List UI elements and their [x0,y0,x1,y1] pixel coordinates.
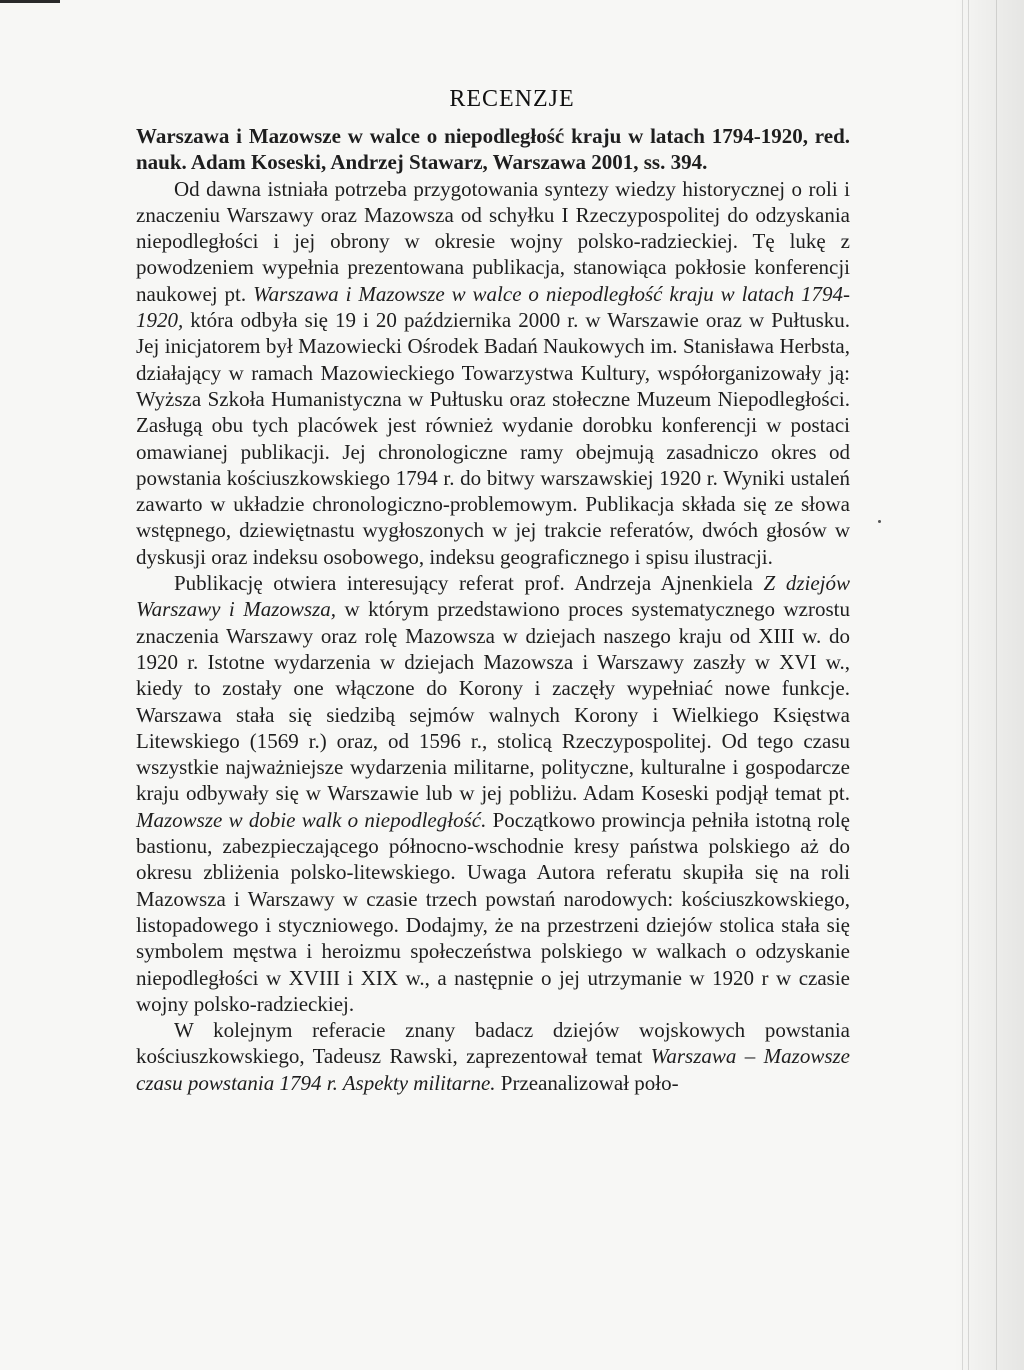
stray-mark [878,520,881,523]
edge-line [996,0,997,1370]
running-header: RECENZJE [449,86,575,112]
text-run: Od dawna istniała potrzeba przygotowania syntezy wiedzy historycznej o roli i znaczeniu Warszawy oraz Mazowsza od schyłku I Rzeczypospolitej do odzyskania niepodległości i jej obrony w okresie wojny polsko-radzieckiej. Tę lukę z powodzeniem wypełnia prezentowana publikacja, stanowiąca pokłosie konferencji naukowej pt. [136,176,850,306]
text-run: W kolejnym referacie znany badacz dziejów wojskowych powstania kościuszkowskiego, Tadeusz Rawski, zaprezentował temat [136,1018,850,1069]
page-edge-mark [0,0,60,13]
edge-line [968,0,969,1370]
paragraph-1 [136,176,850,570]
text-run: Przeanalizował poło- [495,1070,679,1095]
italic-book-title: Warszawa i Mazowsze w walce o niepodległość kraju w latach 1794-1920, [136,281,850,333]
paragraph-3 [136,1017,850,1096]
text-run: która odbyła się 19 i 20 października 2000 r. w Warszawie oraz w Pułtusku. Jej inicjatorem był Mazowiecki Ośrodek Badań Naukowych im. Stanisława Herbsta, działający w ramach Mazowieckiego Towarzystwa Kultury, współorganizowały ją: Wyższa Szkoła Humanistyczna w Pułtusku oraz stołeczne Muzeum Niepodległości. Zasługą obu tych placówek jest również wydanie dorobku konferencji w postaci omawianej publikacji. Jej chronologiczne ramy obejmują zasadniczo okres od powstania kościuszkowskiego 1794 r. do bitwy warszawskiej 1920 r. Wyniki ustaleń zawarto w układzie chronologiczno-problemowym. Publikacja składa się ze słowa wstępnego, dziewiętnastu wygłoszonych w jej trakcie referatów, dwóch głosów w dyskusji oraz indeksu osobowego, indeksu geograficznego i spisu ilustracji. [136,308,850,569]
italic-paper-title: Z dziejów Warszawy i Mazowsza, [136,571,850,622]
text-run: w którym przedstawiono proces systematycznego wzrostu znaczenia Warszawy oraz rolę Mazowsza w dziejach naszego kraju od XIII w. do 1920 r. Istotne wydarzenia w dziejach Mazowsza i Warszawy zaszły w XVI w., kiedy to zostały one włączone do Korony i zaczęły wypełniać nowe funkcje. Warszawa stała się siedzibą sejmów walnych Korony i Wielkiego Księstwa Litewskiego (1569 r.) oraz, od 1596 r., stolicą Rzeczypospolitej. Od tego czasu wszystkie najważniejsze wydarzenia militarne, polityczne, kulturalne i gospodarcze kraju odbywały się w Warszawie lub w jej pobliżu. Adam Koseski podjął temat pt. [136,597,850,806]
italic-paper-title: Warszawa – Mazowsze czasu powstania 1794 r. Aspekty militarne. [136,1044,850,1095]
text-run: Początkowo prowincja pełniła istotną rolę bastionu, zabezpieczającego północno-wschodnie kresy państwa polskiego aż do okresu zbliżenia polsko-litewskiego. Uwaga Autora referatu skupiła się na roli Mazowsza i Warszawy w czasie trzech powstań narodowych: kościuszkowskiego, listopadowego i styczniowego. Dodajmy, że na przestrzeni dziejów stolica stała się symbolem męstwa i heroizmu społeczeństwa polskiego w walkach o odzyskanie niepodległości w XVIII i XIX w., a następnie o jej utrzymanie w 1920 r w czasie wojny polsko-radzieckiej. [136,807,850,1016]
text-run: Publikację otwiera interesujący referat prof. Andrzeja Ajnenkiela [174,571,764,596]
review-article [136,123,850,1096]
italic-paper-title: Mazowsze w dobie walk o niepodległość. [136,807,487,832]
paragraph-2 [136,570,850,1017]
review-title: Warszawa i Mazowsze w walce o niepodległość kraju w latach 1794-1920, red. nauk. Adam Koseski, Andrzej Stawarz, Warszawa 2001, ss. 394. [136,124,850,175]
page-edge-shadow [954,0,1024,1370]
edge-line [962,0,963,1370]
